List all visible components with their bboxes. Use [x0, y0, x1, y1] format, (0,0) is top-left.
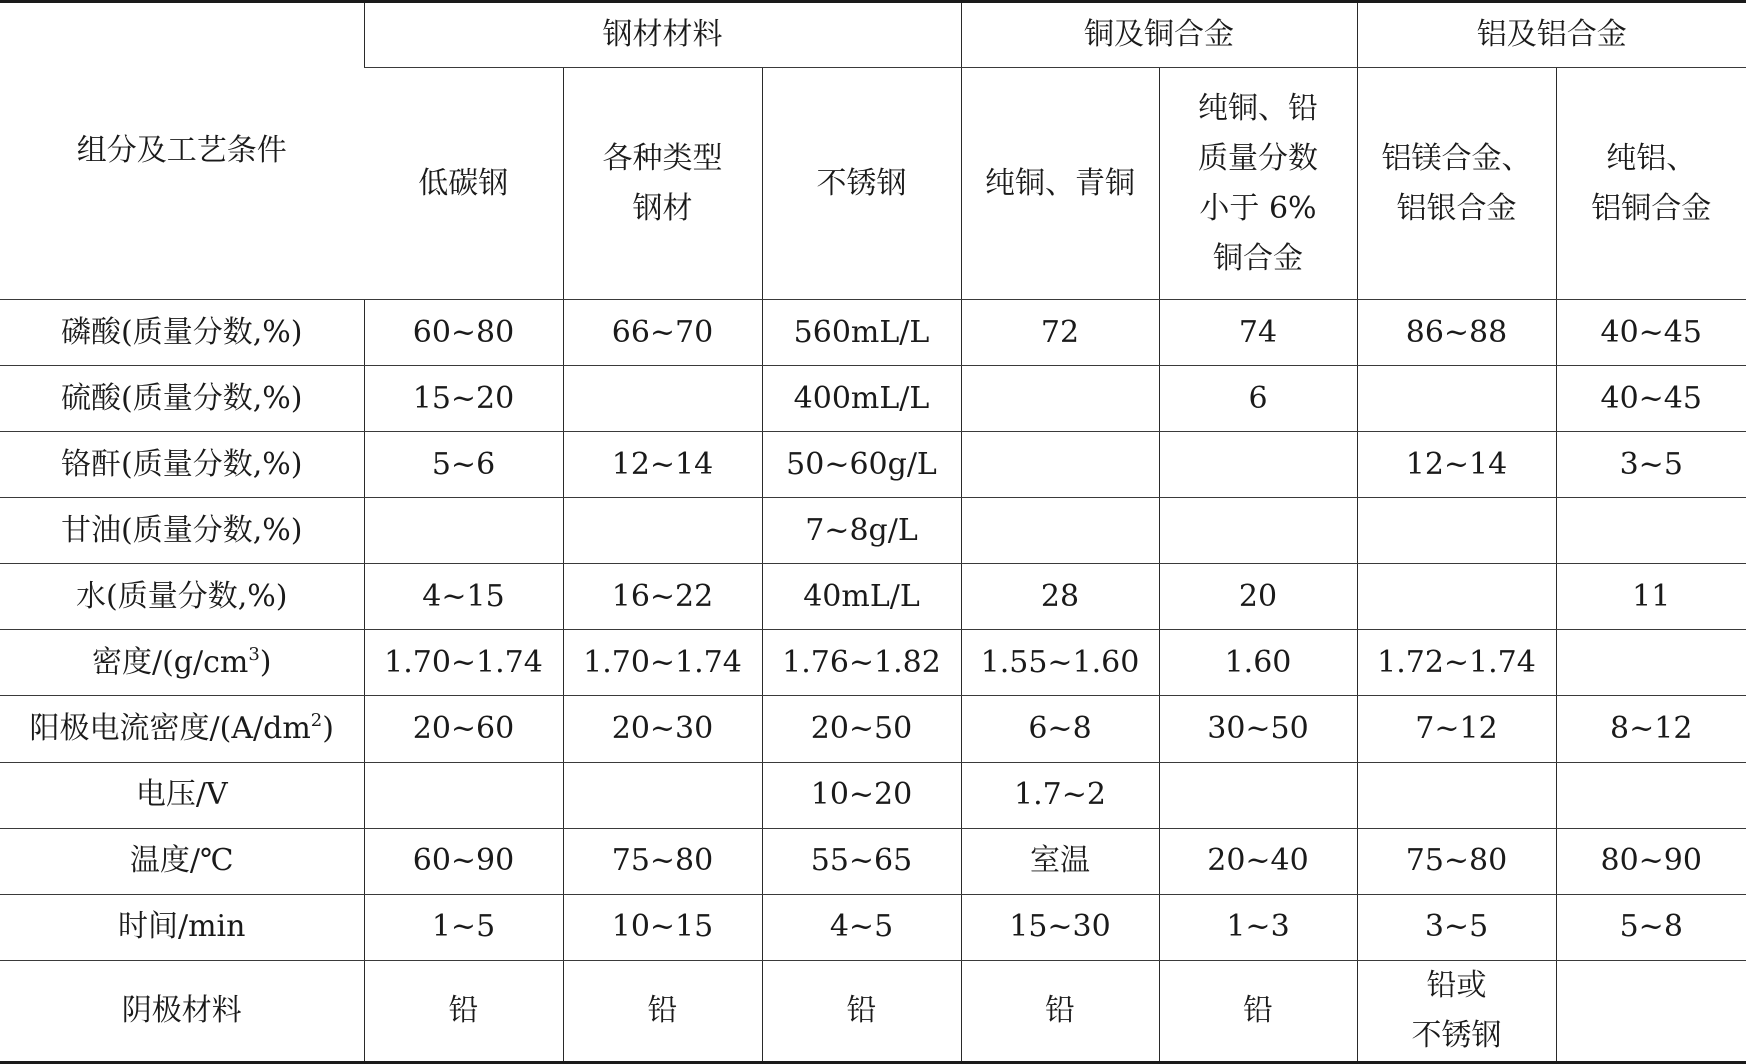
table-cell — [1357, 762, 1556, 828]
table-cell: 50~60g/L — [762, 432, 961, 498]
table-cell — [1556, 960, 1746, 1062]
table-cell: 室温 — [961, 828, 1159, 894]
table-cell — [563, 366, 762, 432]
table-cell: 1~3 — [1159, 894, 1357, 960]
table-cell — [1556, 498, 1746, 564]
table-cell: 1.7~2 — [961, 762, 1159, 828]
table-row — [0, 696, 1746, 762]
table-cell: 10~20 — [762, 762, 961, 828]
table-cell: 16~22 — [563, 564, 762, 630]
table-cell — [364, 762, 563, 828]
row-label: 水(质量分数,%) — [0, 564, 364, 630]
table-cell: 72 — [961, 300, 1159, 366]
row-label: 时间/min — [0, 894, 364, 960]
table-cell — [1159, 498, 1357, 564]
table-cell — [1556, 630, 1746, 696]
table-cell: 7~12 — [1357, 696, 1556, 762]
table-cell: 1.70~1.74 — [563, 630, 762, 696]
column-header-stainless-steel: 不锈钢 — [762, 68, 961, 300]
table-cell: 20~30 — [563, 696, 762, 762]
table-cell: 4~5 — [762, 894, 961, 960]
table-cell: 1.60 — [1159, 630, 1357, 696]
table-cell: 铅或 不锈钢 — [1357, 960, 1556, 1062]
table-cell: 40~45 — [1556, 300, 1746, 366]
column-header-pure-al-al-cu-alloy: 纯铝、 铝铜合金 — [1556, 68, 1746, 300]
column-header-pure-copper-bronze: 纯铜、青铜 — [961, 68, 1159, 300]
table-cell: 28 — [961, 564, 1159, 630]
table-cell — [563, 762, 762, 828]
table-cell: 20~60 — [364, 696, 563, 762]
table-cell — [1159, 432, 1357, 498]
table-cell: 75~80 — [563, 828, 762, 894]
table-cell: 5~6 — [364, 432, 563, 498]
table-cell: 60~80 — [364, 300, 563, 366]
table-cell: 20 — [1159, 564, 1357, 630]
column-header-various-steel: 各种类型 钢材 — [563, 68, 762, 300]
table-cell: 6~8 — [961, 696, 1159, 762]
table-cell: 80~90 — [1556, 828, 1746, 894]
table-cell: 铅 — [1159, 960, 1357, 1062]
table-cell: 6 — [1159, 366, 1357, 432]
row-label: 温度/℃ — [0, 828, 364, 894]
group-header-aluminum: 铝及铝合金 — [1357, 2, 1746, 68]
table-row — [0, 762, 1746, 828]
table-cell: 40~45 — [1556, 366, 1746, 432]
table-cell: 10~15 — [563, 894, 762, 960]
table-row — [0, 564, 1746, 630]
row-label: 甘油(质量分数,%) — [0, 498, 364, 564]
row-label: 磷酸(质量分数,%) — [0, 300, 364, 366]
table-row — [0, 828, 1746, 894]
table-cell — [1159, 762, 1357, 828]
row-label: 硫酸(质量分数,%) — [0, 366, 364, 432]
table-cell — [1357, 366, 1556, 432]
table-cell — [1556, 762, 1746, 828]
group-header-steel: 钢材材料 — [364, 2, 961, 68]
table-body — [0, 300, 1746, 1063]
table-cell: 4~15 — [364, 564, 563, 630]
table-cell: 66~70 — [563, 300, 762, 366]
table-cell: 8~12 — [1556, 696, 1746, 762]
table-cell — [364, 498, 563, 564]
table-cell: 3~5 — [1357, 894, 1556, 960]
group-header-copper: 铜及铜合金 — [961, 2, 1357, 68]
table-cell: 86~88 — [1357, 300, 1556, 366]
row-label: 阴极材料 — [0, 960, 364, 1062]
table-cell — [1357, 498, 1556, 564]
table-cell — [961, 498, 1159, 564]
row-label: 密度$/(g/cm^3)$ — [0, 630, 364, 696]
table-row — [0, 498, 1746, 564]
table-cell: 30~50 — [1159, 696, 1357, 762]
table-row — [0, 960, 1746, 1062]
table-cell — [1357, 564, 1556, 630]
table-cell — [961, 366, 1159, 432]
table-cell: 5~8 — [1556, 894, 1746, 960]
column-header-copper-lead-alloy: 纯铜、铅 质量分数 小于 6% 铜合金 — [1159, 68, 1357, 300]
table-cell: 60~90 — [364, 828, 563, 894]
table-row — [0, 630, 1746, 696]
table-cell: 55~65 — [762, 828, 961, 894]
table-row — [0, 894, 1746, 960]
column-header-low-carbon-steel: 低碳钢 — [364, 68, 563, 300]
row-label: 电压/V — [0, 762, 364, 828]
table-cell: 20~40 — [1159, 828, 1357, 894]
table-cell: 7~8g/L — [762, 498, 961, 564]
table-row — [0, 366, 1746, 432]
table-row — [0, 300, 1746, 366]
table-cell — [563, 498, 762, 564]
table-cell: 11 — [1556, 564, 1746, 630]
table-cell: 1.72~1.74 — [1357, 630, 1556, 696]
table-row — [0, 432, 1746, 498]
table-cell: 74 — [1159, 300, 1357, 366]
table-cell: 40mL/L — [762, 564, 961, 630]
table-cell: 铅 — [762, 960, 961, 1062]
row-label: 铬酐(质量分数,%) — [0, 432, 364, 498]
table-cell: 12~14 — [1357, 432, 1556, 498]
column-header-al-mg-al-ag-alloy: 铝镁合金、 铝银合金 — [1357, 68, 1556, 300]
table-cell: 15~20 — [364, 366, 563, 432]
table-cell: 400mL/L — [762, 366, 961, 432]
table-cell: 1~5 — [364, 894, 563, 960]
table-cell: 560mL/L — [762, 300, 961, 366]
table-cell: 12~14 — [563, 432, 762, 498]
table-cell: 1.55~1.60 — [961, 630, 1159, 696]
table-cell: 15~30 — [961, 894, 1159, 960]
table-cell — [961, 432, 1159, 498]
row-label-header: 组分及工艺条件 — [0, 2, 364, 300]
table-cell: 3~5 — [1556, 432, 1746, 498]
table-cell: 1.70~1.74 — [364, 630, 563, 696]
table-cell: 铅 — [563, 960, 762, 1062]
header-group-row — [0, 2, 1746, 68]
table-cell: 铅 — [364, 960, 563, 1062]
row-label: 阳极电流密度$/(A/dm^2)$ — [0, 696, 364, 762]
table-cell: 20~50 — [762, 696, 961, 762]
table-cell: 1.76~1.82 — [762, 630, 961, 696]
table-cell: 75~80 — [1357, 828, 1556, 894]
table-cell: 铅 — [961, 960, 1159, 1062]
